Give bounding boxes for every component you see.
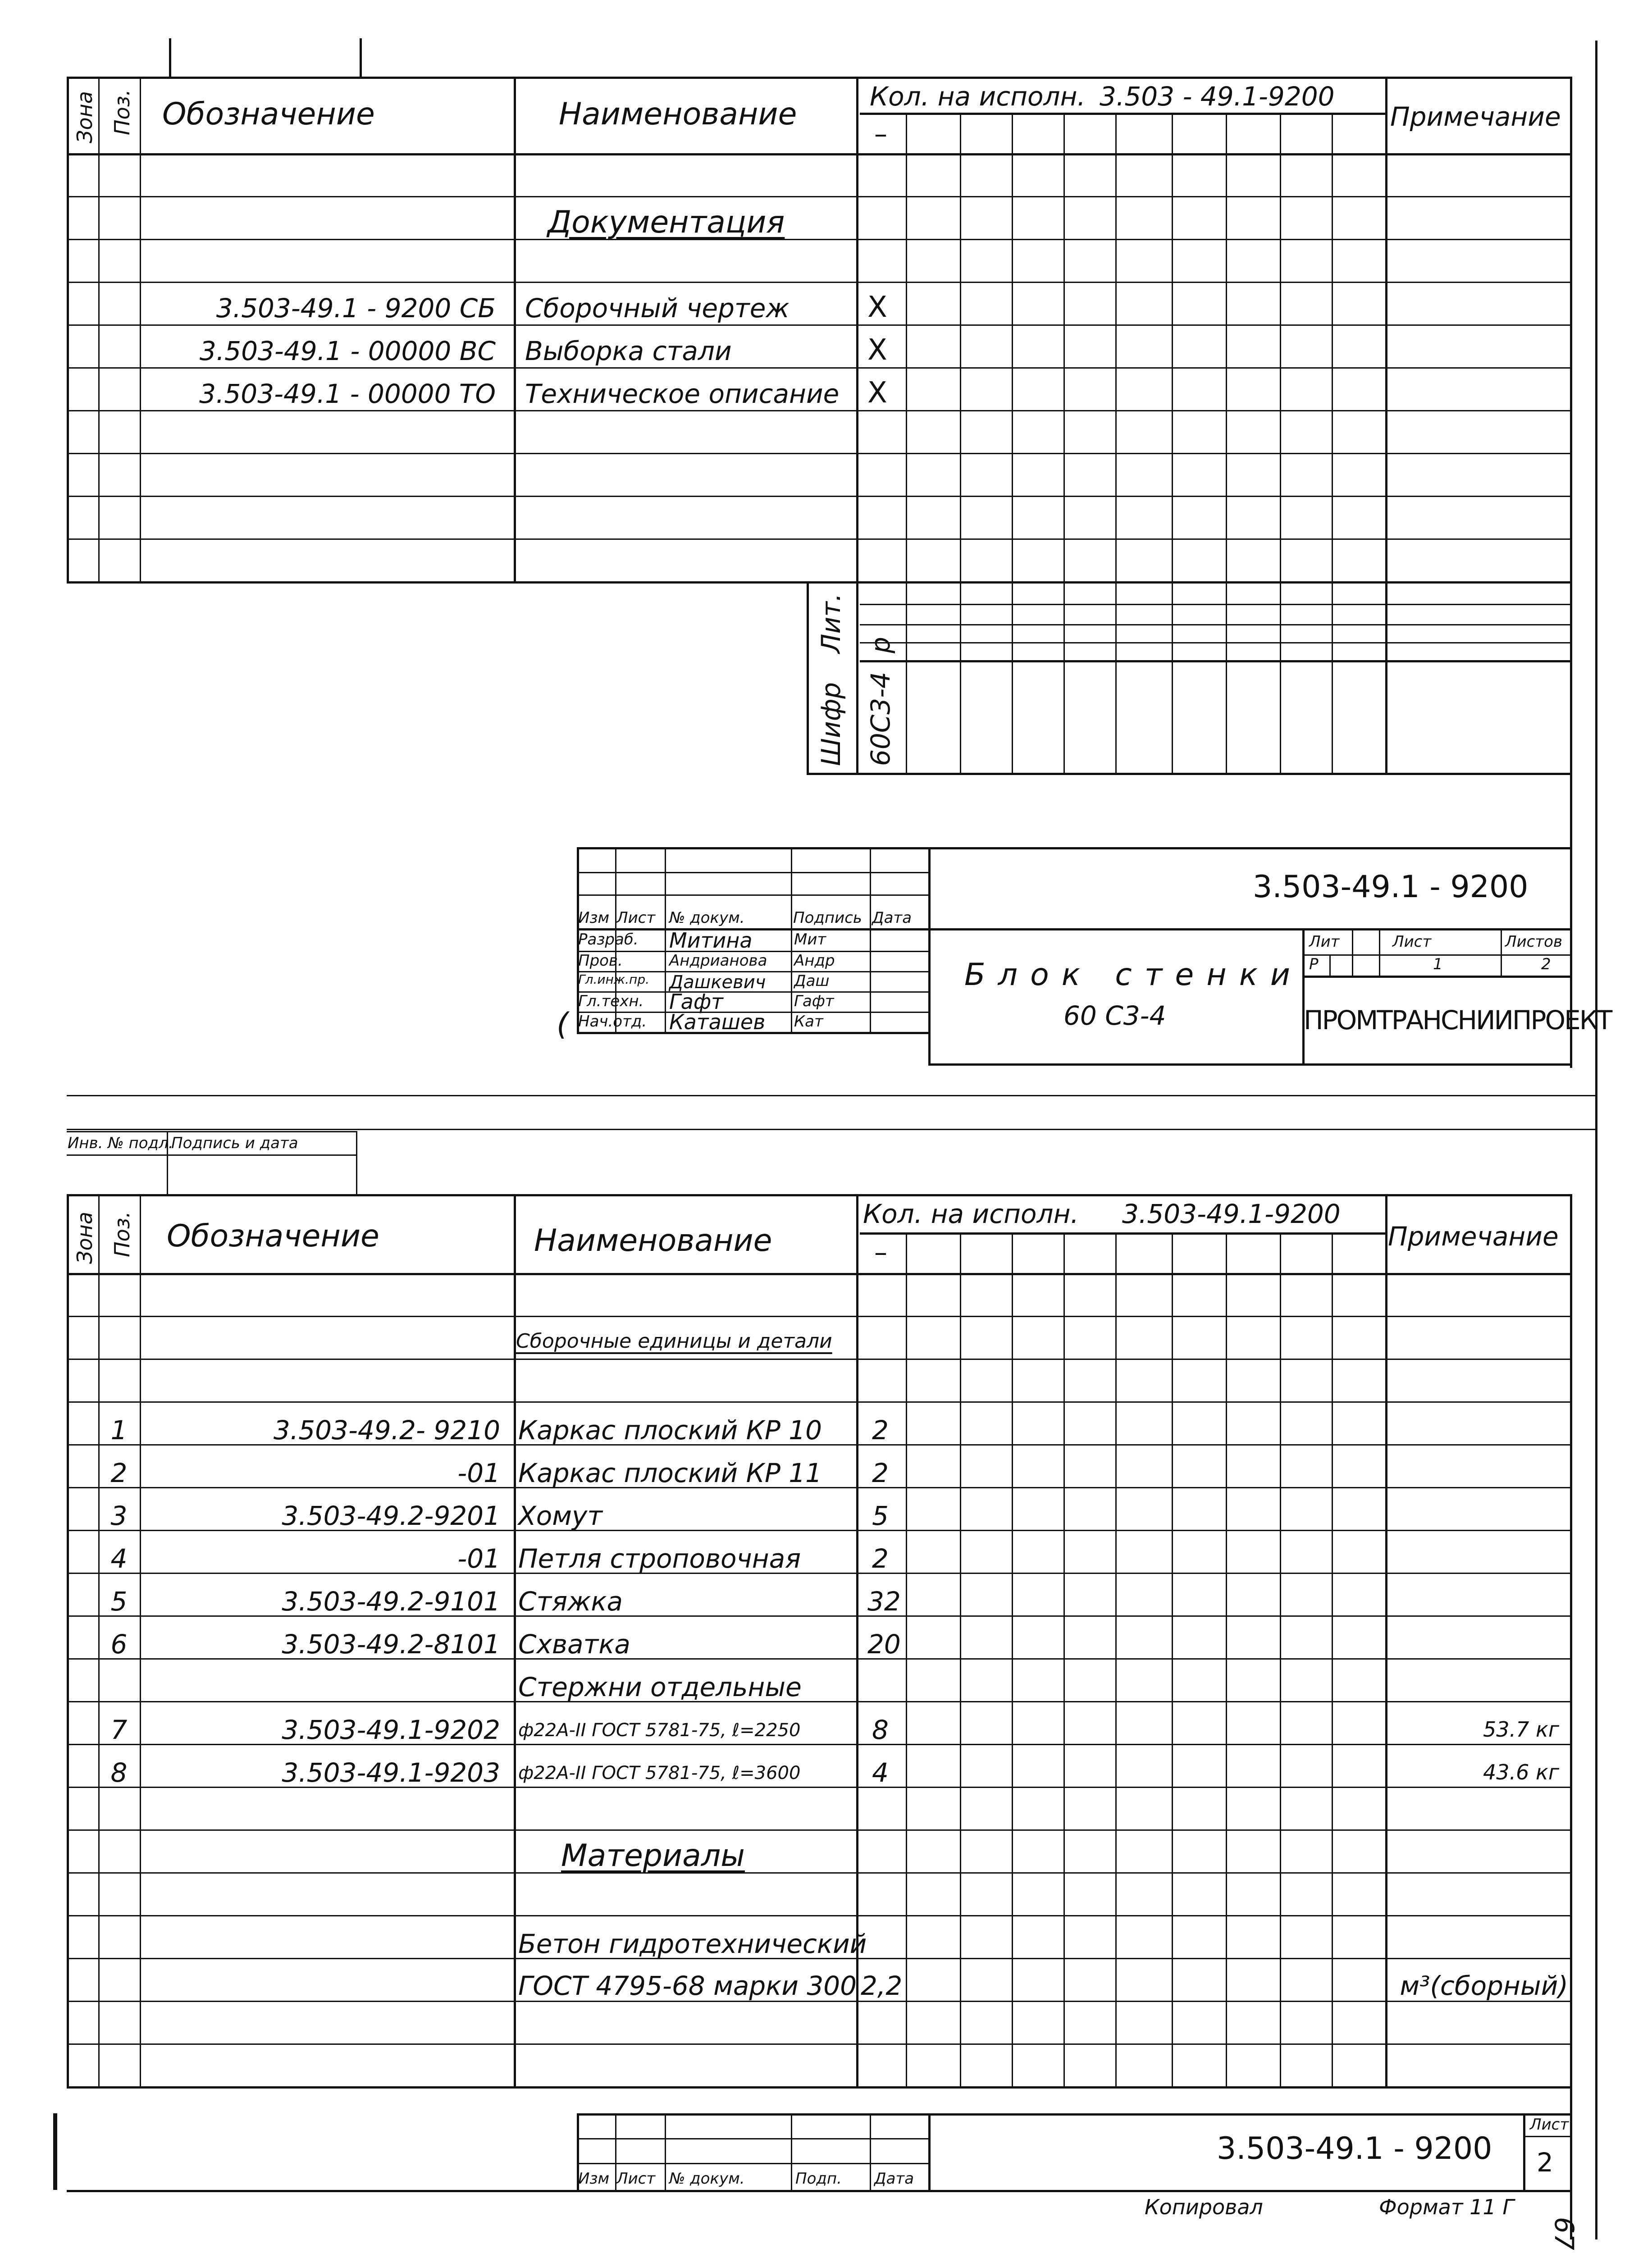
row-pos: 7 (110, 1715, 128, 1745)
tb1-paren: ( (557, 1007, 569, 1042)
section-title: Документация (548, 205, 785, 240)
table1-header-bottom (67, 153, 1570, 155)
pos-col-line (140, 77, 141, 581)
table2-top-line (67, 1194, 1570, 1196)
row-designation: 3.503-49.1 - 00000 ТО (199, 379, 496, 409)
tb1-list-label: Лист (1392, 933, 1432, 951)
row-qty-mark: X (867, 333, 887, 367)
row-designation: 3.503-49.2-9201 (282, 1500, 500, 1531)
row-note: м³(сборный) (1400, 1970, 1568, 2001)
tb2-sheet-label: Лист (1530, 2116, 1569, 2134)
stamp-top (67, 1131, 357, 1132)
qty-col-line (1332, 1232, 1333, 2086)
tb1-vline (1379, 928, 1380, 976)
tb1-person: Дашкевич (669, 972, 766, 993)
row-pos: 6 (110, 1629, 128, 1660)
table1-ext-line (860, 604, 1570, 605)
row-qty: 4 (872, 1757, 889, 1788)
tb1-col-sign: Подпись (793, 909, 862, 927)
note-col-line (1385, 1194, 1387, 2086)
tb1-signature: Мит (794, 930, 826, 949)
table1-row-line (67, 496, 1570, 497)
row-designation: 3.503-49.1 - 00000 ВС (199, 336, 496, 366)
lit-label: Лит. (816, 593, 846, 653)
row-name: Стержни отдельные (518, 1672, 802, 1702)
tb1-signature: Кат (794, 1012, 823, 1031)
tb2-bottom (67, 2190, 1570, 2192)
tb2-code: 3.503-49.1 - 9200 (1217, 2131, 1492, 2166)
tb1-role: Гл.инж.пр. (578, 972, 650, 987)
tb1-role: Нач.отд. (578, 1012, 647, 1031)
pos-col-line (140, 1194, 141, 2086)
table2-row-line (67, 1316, 1570, 1317)
sheet-separator (67, 1095, 1595, 1096)
footer-copied: Копировал (1145, 2195, 1263, 2219)
qty-col-line (1063, 113, 1065, 773)
qty-col-line (906, 113, 907, 773)
tb1-col-izm: Изм (578, 909, 610, 927)
row-qty: 2 (872, 1543, 889, 1574)
qty-label: Кол. на исполн. (863, 1199, 1079, 1229)
row-qty: 5 (872, 1500, 889, 1531)
pos-header: Поз. (110, 1211, 134, 1257)
qty-col-line (1226, 1232, 1227, 2086)
qty-col-line (1115, 113, 1117, 773)
table2-bottom-line (67, 2086, 1570, 2089)
tb1-vline (870, 847, 871, 1032)
designation-header: Обозначение (167, 1218, 379, 1254)
table2-left (67, 1194, 69, 2086)
note-col-line (1385, 77, 1387, 773)
qty-col-line (960, 1232, 961, 2086)
row-name: Каркас плоский КР 11 (518, 1458, 822, 1488)
qty-col-line (1226, 113, 1227, 773)
zone-header: Зона (73, 91, 97, 143)
tb1-subtitle: 60 С3-4 (1063, 1000, 1166, 1031)
pos-header: Поз. (110, 89, 134, 135)
tb1-role: Разраб. (578, 930, 639, 949)
lit-value: р (865, 637, 896, 653)
tb2-col-list: Лист (616, 2170, 656, 2188)
row-name: ГОСТ 4795-68 марки 300 (518, 1970, 857, 2001)
tb1-signature: Андр (794, 952, 835, 970)
row-qty-mark: X (867, 291, 887, 324)
tb1-listov-label: Листов (1505, 933, 1563, 951)
row-designation: 3.503-49.1-9203 (282, 1757, 500, 1788)
designation-header: Обозначение (162, 96, 375, 132)
tb2-top (577, 2113, 1570, 2116)
qty-code: 3.503 - 49.1-9200 (1100, 81, 1335, 112)
note-header: Примечание (1390, 101, 1561, 132)
zone-col-line (98, 77, 100, 581)
tb2-col-date: Дата (874, 2170, 914, 2188)
stamp-inv: Инв. № подл. (68, 1134, 173, 1152)
row-note: 53.7 кг (1483, 1717, 1559, 1742)
row-pos: 3 (110, 1500, 128, 1531)
table2-row-line (67, 1701, 1570, 1702)
note-header: Примечание (1388, 1221, 1559, 1252)
tb1-line (577, 894, 928, 896)
tb1-vline (1501, 928, 1502, 976)
row-qty: 8 (872, 1715, 889, 1745)
row-designation: 3.503-49.2-8101 (282, 1629, 500, 1660)
tb2-line (577, 2138, 928, 2139)
tb2-vline (1523, 2113, 1525, 2190)
qty-col-line (960, 113, 961, 773)
tb1-col-list: Лист (616, 909, 656, 927)
tb1-line (577, 872, 928, 873)
table2-header-bottom (67, 1273, 1570, 1275)
tb1-vline (1302, 928, 1305, 1063)
row-name: Бетон гидротехнический (518, 1929, 867, 1959)
row-qty: 32 (867, 1586, 901, 1617)
stamp-mid (67, 1154, 357, 1156)
tb1-signature: Даш (794, 972, 830, 990)
tb2-col-sign: Подп. (795, 2170, 842, 2188)
table1-row-line (67, 196, 1570, 197)
row-pos: 8 (110, 1757, 128, 1788)
tb1-lit-value: Р (1309, 955, 1319, 973)
top-tick (169, 38, 171, 79)
tb1-person: Каташев (669, 1010, 766, 1034)
tb1-top (577, 847, 1570, 849)
tb2-vline (870, 2113, 871, 2190)
tb2-vline (665, 2113, 666, 2190)
stamp-sign-date: Подпись и дата (171, 1134, 298, 1152)
table1-row-line (67, 239, 1570, 240)
section-title: Материалы (561, 1838, 745, 1874)
row-pos: 4 (110, 1543, 128, 1574)
qty-col-line (1012, 113, 1013, 773)
stamp-vline (356, 1131, 357, 1194)
table1-left (67, 77, 69, 581)
tb1-role: Пров. (578, 952, 623, 970)
table1-ext-line (860, 624, 1570, 625)
tb2-vline (928, 2113, 931, 2190)
row-note: 43.6 кг (1483, 1760, 1559, 1784)
row-name: Стяжка (518, 1586, 623, 1617)
top-tick (360, 38, 362, 79)
row-qty: 2,2 (861, 1970, 903, 2001)
row-pos: 5 (110, 1586, 128, 1617)
tb1-outer-bottom (928, 1063, 1570, 1066)
table1-row-line (67, 410, 1570, 411)
sheet-separator (67, 1129, 1595, 1130)
row-name: Схватка (518, 1629, 630, 1660)
table2-row-line (67, 2043, 1570, 2045)
qty-col-line (1063, 1232, 1065, 2086)
row-name: Техническое описание (525, 379, 840, 409)
qty-header-line (860, 1232, 1385, 1235)
qty-col-line (906, 1232, 907, 2086)
designation-col-line (514, 77, 516, 581)
tb1-list-value: 1 (1433, 955, 1443, 973)
row-name: ф22А-II ГОСТ 5781-75, ℓ=2250 (518, 1720, 801, 1741)
table2-row-line (67, 1872, 1570, 1874)
shifr-label: Шифр (816, 682, 846, 766)
qty-col-line (1115, 1232, 1117, 2086)
tb1-col-doc: № докум. (669, 909, 745, 927)
row-qty: 2 (872, 1415, 889, 1446)
tb2-vline (791, 2113, 792, 2190)
tb1-col-date: Дата (872, 909, 912, 927)
table1-row-line (67, 538, 1570, 540)
table2-row-line (67, 1573, 1570, 1574)
margin-bar (53, 2113, 57, 2190)
row-designation: -01 (457, 1458, 500, 1488)
qty-col-line (1280, 1232, 1281, 2086)
table2-row-line (67, 1359, 1570, 1360)
table2-row-line (67, 1915, 1570, 1916)
qty-col-line (1280, 113, 1281, 773)
row-name: Выборка стали (525, 336, 732, 366)
table1-row-line (67, 453, 1570, 454)
row-name: ф22А-II ГОСТ 5781-75, ℓ=3600 (518, 1763, 801, 1783)
tb1-person: Гафт (669, 990, 723, 1014)
page-right-border (1595, 41, 1597, 2239)
table1-right (1570, 77, 1572, 1068)
row-name: Каркас плоский КР 10 (518, 1415, 822, 1446)
tb1-vline (928, 847, 931, 1063)
table1-row-line (67, 282, 1570, 283)
side-col-line (807, 581, 809, 773)
tb1-role: Гл.техн. (578, 992, 644, 1010)
tb1-lit-line (1302, 976, 1570, 978)
designation-col-line (514, 1194, 516, 2086)
qty-header-line (860, 113, 1385, 115)
table1-bottom-line (67, 581, 1570, 584)
row-name: Сборочный чертеж (525, 293, 789, 324)
section-title: Сборочные единицы и детали (516, 1330, 832, 1353)
row-designation: 3.503-49.2-9101 (282, 1586, 500, 1617)
tb1-vline (1352, 928, 1353, 976)
name-header: Наименование (534, 1223, 772, 1259)
qty-dash: – (874, 1237, 887, 1268)
tb1-vline (665, 847, 666, 1032)
table1-ext-line (860, 660, 1570, 662)
zone-header: Зона (73, 1212, 97, 1264)
table1-ext-line (860, 642, 1570, 643)
footer-format: Формат 11 Г (1379, 2195, 1515, 2219)
qty-col-line (1172, 113, 1173, 773)
tb1-vline (791, 847, 792, 1032)
tb2-col-doc: № докум. (669, 2170, 745, 2188)
qty-label: Кол. на исполн. (870, 81, 1086, 112)
table2-right (1570, 1194, 1572, 2239)
row-pos: 2 (110, 1458, 128, 1488)
row-name: Петля строповочная (518, 1543, 801, 1574)
table2-row-line (67, 1829, 1570, 1831)
tb2-line (577, 2163, 928, 2164)
table1-ext-bottom (807, 773, 1570, 775)
tb1-person: Андрианова (669, 952, 767, 970)
tb1-listov-value: 2 (1541, 955, 1551, 973)
qty-col-line (1172, 1232, 1173, 2086)
tb1-lit-label: Лит (1309, 933, 1340, 951)
tb1-code: 3.503-49.1 - 9200 (1253, 869, 1529, 905)
row-designation: 3.503-49.2- 9210 (273, 1415, 500, 1446)
table1-row-line (67, 367, 1570, 369)
name-header: Наименование (559, 96, 797, 132)
table1-top-line (67, 77, 1570, 79)
row-qty: 2 (872, 1458, 889, 1488)
qty-dash: – (874, 119, 887, 149)
row-qty: 20 (867, 1629, 901, 1660)
tb1-title: Блок стенки (964, 957, 1303, 993)
row-name: Хомут (518, 1500, 603, 1531)
table1-row-line (67, 324, 1570, 326)
qty-col-line (1332, 113, 1333, 773)
tb1-org: ПРОМТРАНСНИИПРОЕКТ (1304, 1005, 1611, 1035)
name-col-line (856, 77, 858, 773)
table2-row-line (67, 1401, 1570, 1403)
row-designation: -01 (457, 1543, 500, 1574)
row-qty-mark: X (867, 376, 887, 410)
tb1-vline (1329, 954, 1331, 976)
tb1-signature: Гафт (794, 992, 834, 1010)
qty-code: 3.503-49.1-9200 (1122, 1199, 1341, 1229)
qty-col-line (1012, 1232, 1013, 2086)
tb2-col-izm: Изм (578, 2170, 610, 2188)
row-pos: 1 (110, 1415, 128, 1446)
tb1-person: Митина (669, 928, 753, 953)
tb2-sheet-line (1523, 2136, 1570, 2137)
row-designation: 3.503-49.1-9202 (282, 1715, 500, 1745)
shifr-value: 60С3-4 (865, 671, 896, 766)
tb2-sheet-value: 2 (1537, 2147, 1553, 2178)
footer-page: 67 (1549, 2217, 1579, 2250)
row-designation: 3.503-49.1 - 9200 СБ (216, 293, 496, 324)
